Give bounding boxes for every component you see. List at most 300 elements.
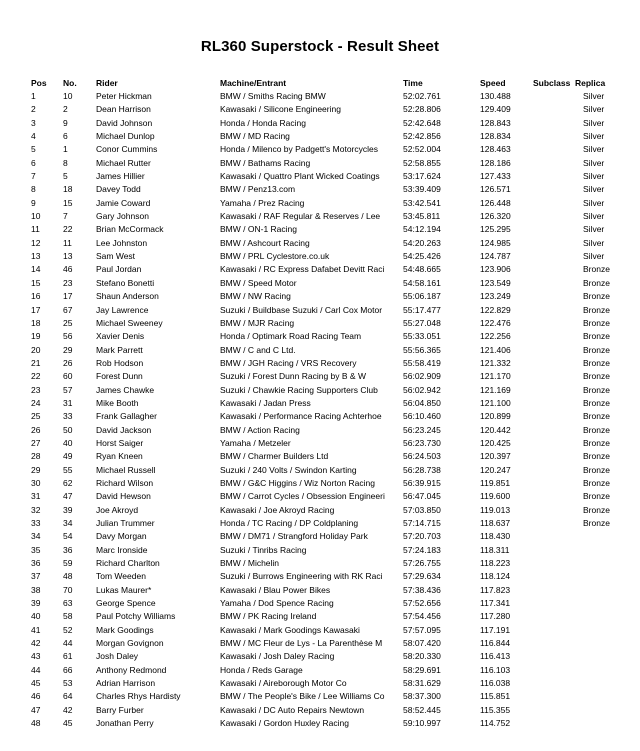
cell-pos: 16 bbox=[31, 291, 41, 302]
table-row bbox=[31, 530, 625, 543]
cell-speed: 125.295 bbox=[480, 224, 511, 235]
cell-pos: 37 bbox=[31, 571, 41, 582]
cell-no: 47 bbox=[63, 491, 73, 502]
cell-replica: Bronze bbox=[583, 397, 610, 408]
table-row bbox=[31, 556, 625, 569]
cell-speed: 116.413 bbox=[480, 651, 511, 662]
cell-no: 2 bbox=[63, 104, 68, 115]
cell-pos: 33 bbox=[31, 518, 41, 529]
cell-pos: 1 bbox=[31, 91, 36, 102]
table-row bbox=[31, 690, 625, 703]
cell-time: 56:47.045 bbox=[403, 491, 441, 502]
cell-rider: Davy Morgan bbox=[96, 531, 147, 542]
cell-replica bbox=[575, 556, 625, 569]
cell-replica bbox=[575, 717, 625, 730]
cell-no: 17 bbox=[63, 291, 73, 302]
cell-time: 59:10.997 bbox=[403, 718, 441, 729]
cell-machine: BMW / Charmer Builders Ltd bbox=[220, 451, 329, 462]
cell-speed: 121.170 bbox=[480, 371, 511, 382]
cell-replica bbox=[575, 703, 625, 716]
table-row bbox=[31, 703, 625, 716]
cell-machine: BMW / Action Racing bbox=[220, 424, 300, 435]
cell-time: 55:17.477 bbox=[403, 304, 441, 315]
cell-speed: 124.787 bbox=[480, 251, 511, 262]
cell-rider: Joe Akroyd bbox=[96, 504, 139, 515]
cell-rider: Conor Cummins bbox=[96, 144, 158, 155]
cell-no: 11 bbox=[63, 237, 72, 248]
cell-no: 70 bbox=[63, 584, 73, 595]
cell-no: 61 bbox=[63, 651, 73, 662]
cell-replica: Silver bbox=[583, 251, 605, 262]
table-row bbox=[31, 596, 625, 609]
cell-time: 58:07.420 bbox=[403, 638, 441, 649]
cell-time: 56:02.909 bbox=[403, 371, 441, 382]
cell-speed: 121.332 bbox=[480, 357, 511, 368]
cell-subclass bbox=[533, 623, 575, 636]
col-header-replica: Replica bbox=[575, 77, 606, 88]
cell-pos: 19 bbox=[31, 331, 41, 342]
table-row bbox=[31, 516, 625, 529]
cell-rider: Mark Parrett bbox=[96, 344, 143, 355]
cell-pos: 45 bbox=[31, 678, 41, 689]
cell-no: 66 bbox=[63, 664, 73, 675]
cell-subclass bbox=[533, 543, 575, 556]
cell-machine: Kawasaki / Josh Daley Racing bbox=[220, 651, 335, 662]
cell-replica: Bronze bbox=[583, 304, 610, 315]
cell-speed: 119.013 bbox=[480, 504, 511, 515]
cell-no: 13 bbox=[63, 251, 73, 262]
cell-replica: Bronze bbox=[583, 518, 610, 529]
cell-replica: Silver bbox=[583, 157, 605, 168]
cell-replica: Silver bbox=[583, 211, 605, 222]
cell-subclass bbox=[533, 663, 575, 676]
cell-subclass bbox=[533, 463, 575, 476]
table-row bbox=[31, 476, 625, 489]
cell-replica: Bronze bbox=[583, 464, 610, 475]
cell-machine: Suzuki / Burrows Engineering with RK Raci bbox=[220, 571, 383, 582]
cell-pos: 42 bbox=[31, 638, 41, 649]
cell-no: 22 bbox=[63, 224, 73, 235]
cell-subclass bbox=[533, 503, 575, 516]
cell-rider: Michael Russell bbox=[96, 464, 156, 475]
cell-no: 1 bbox=[63, 144, 68, 155]
table-row bbox=[31, 249, 625, 262]
cell-subclass bbox=[533, 143, 575, 156]
cell-replica: Silver bbox=[583, 104, 605, 115]
cell-rider: Richard Wilson bbox=[96, 477, 154, 488]
cell-machine: BMW / Bathams Racing bbox=[220, 157, 311, 168]
cell-no: 52 bbox=[63, 624, 73, 635]
result-table bbox=[31, 76, 625, 730]
cell-speed: 126.320 bbox=[480, 211, 511, 222]
cell-machine: BMW / The People's Bike / Lee Williams Co bbox=[220, 691, 385, 702]
col-header-pos: Pos bbox=[31, 77, 47, 88]
cell-speed: 128.834 bbox=[480, 131, 511, 142]
cell-no: 40 bbox=[63, 437, 73, 448]
cell-rider: Rob Hodson bbox=[96, 357, 144, 368]
cell-speed: 127.433 bbox=[480, 171, 511, 182]
cell-rider: Barry Furber bbox=[96, 704, 144, 715]
cell-rider: Shaun Anderson bbox=[96, 291, 159, 302]
cell-pos: 15 bbox=[31, 277, 41, 288]
cell-pos: 23 bbox=[31, 384, 41, 395]
cell-replica: Bronze bbox=[583, 491, 610, 502]
cell-replica bbox=[575, 543, 625, 556]
cell-replica bbox=[575, 650, 625, 663]
cell-time: 52:28.806 bbox=[403, 104, 441, 115]
cell-no: 10 bbox=[63, 91, 73, 102]
cell-rider: James Hillier bbox=[96, 171, 145, 182]
cell-time: 52:42.856 bbox=[403, 131, 441, 142]
cell-no: 36 bbox=[63, 544, 73, 555]
cell-subclass bbox=[533, 196, 575, 209]
cell-rider: Michael Dunlop bbox=[96, 131, 155, 142]
cell-rider: Marc Ironside bbox=[96, 544, 148, 555]
cell-time: 57:03.850 bbox=[403, 504, 441, 515]
cell-no: 59 bbox=[63, 558, 73, 569]
cell-subclass bbox=[533, 516, 575, 529]
cell-no: 31 bbox=[63, 397, 73, 408]
page-title: RL360 Superstock - Result Sheet bbox=[200, 38, 440, 55]
cell-no: 63 bbox=[63, 598, 73, 609]
cell-time: 55:27.048 bbox=[403, 317, 441, 328]
cell-speed: 116.038 bbox=[480, 678, 511, 689]
cell-speed: 115.355 bbox=[480, 704, 511, 715]
cell-rider: Jay Lawrence bbox=[96, 304, 149, 315]
cell-pos: 46 bbox=[31, 691, 41, 702]
cell-time: 58:31.629 bbox=[403, 678, 441, 689]
cell-subclass bbox=[533, 610, 575, 623]
cell-no: 44 bbox=[63, 638, 73, 649]
cell-replica bbox=[575, 583, 625, 596]
cell-machine: Yamaha / Dod Spence Racing bbox=[220, 598, 334, 609]
cell-machine: BMW / Speed Motor bbox=[220, 277, 297, 288]
cell-subclass bbox=[533, 209, 575, 222]
cell-replica: Silver bbox=[583, 117, 605, 128]
cell-rider: Lukas Maurer* bbox=[96, 584, 152, 595]
cell-pos: 44 bbox=[31, 664, 41, 675]
cell-speed: 118.637 bbox=[480, 518, 511, 529]
cell-pos: 31 bbox=[31, 491, 41, 502]
cell-speed: 128.463 bbox=[480, 144, 511, 155]
cell-machine: Suzuki / Tinribs Racing bbox=[220, 544, 307, 555]
table-row bbox=[31, 636, 625, 649]
cell-pos: 30 bbox=[31, 477, 41, 488]
cell-no: 39 bbox=[63, 504, 73, 515]
cell-time: 57:29.634 bbox=[403, 571, 441, 582]
cell-machine: Kawasaki / Silicone Engineering bbox=[220, 104, 341, 115]
cell-no: 23 bbox=[63, 277, 73, 288]
cell-time: 54:58.161 bbox=[403, 277, 441, 288]
table-row bbox=[31, 650, 625, 663]
cell-subclass bbox=[533, 249, 575, 262]
cell-no: 34 bbox=[63, 518, 73, 529]
cell-rider: Josh Daley bbox=[96, 651, 139, 662]
cell-pos: 7 bbox=[31, 171, 36, 182]
cell-speed: 118.311 bbox=[480, 544, 510, 555]
cell-speed: 128.843 bbox=[480, 117, 511, 128]
cell-no: 60 bbox=[63, 371, 73, 382]
table-row bbox=[31, 463, 625, 476]
cell-replica bbox=[575, 623, 625, 636]
cell-replica: Silver bbox=[583, 184, 605, 195]
cell-time: 58:29.691 bbox=[403, 664, 441, 675]
cell-rider: Michael Sweeney bbox=[96, 317, 163, 328]
cell-subclass bbox=[533, 129, 575, 142]
cell-rider: Michael Rutter bbox=[96, 157, 151, 168]
cell-speed: 114.752 bbox=[480, 718, 511, 729]
table-row bbox=[31, 89, 625, 102]
cell-pos: 17 bbox=[31, 304, 41, 315]
cell-time: 58:20.330 bbox=[403, 651, 441, 662]
cell-subclass bbox=[533, 156, 575, 169]
cell-pos: 34 bbox=[31, 531, 41, 542]
cell-rider: Frank Gallagher bbox=[96, 411, 157, 422]
cell-pos: 32 bbox=[31, 504, 41, 515]
cell-time: 57:57.095 bbox=[403, 624, 441, 635]
col-header-subclass: Subclass bbox=[533, 77, 571, 88]
cell-machine: BMW / C and C Ltd. bbox=[220, 344, 296, 355]
cell-replica: Bronze bbox=[583, 277, 610, 288]
cell-subclass bbox=[533, 410, 575, 423]
cell-subclass bbox=[533, 570, 575, 583]
cell-subclass bbox=[533, 103, 575, 116]
table-row bbox=[31, 103, 625, 116]
table-row bbox=[31, 396, 625, 409]
cell-machine: BMW / Smiths Racing BMW bbox=[220, 91, 326, 102]
cell-replica: Bronze bbox=[583, 411, 610, 422]
cell-machine: BMW / Michelin bbox=[220, 558, 280, 569]
cell-speed: 116.844 bbox=[480, 638, 511, 649]
cell-machine: BMW / MD Racing bbox=[220, 131, 290, 142]
table-row bbox=[31, 623, 625, 636]
table-row bbox=[31, 276, 625, 289]
cell-rider: Mike Booth bbox=[96, 397, 139, 408]
cell-time: 58:37.300 bbox=[403, 691, 441, 702]
cell-pos: 2 bbox=[31, 104, 36, 115]
cell-subclass bbox=[533, 676, 575, 689]
cell-subclass bbox=[533, 223, 575, 236]
cell-machine: Honda / Milenco by Padgett's Motorcycles bbox=[220, 144, 379, 155]
table-row bbox=[31, 570, 625, 583]
cell-subclass bbox=[533, 476, 575, 489]
cell-no: 45 bbox=[63, 718, 73, 729]
table-row bbox=[31, 450, 625, 463]
cell-no: 7 bbox=[63, 211, 68, 222]
cell-rider: Peter Hickman bbox=[96, 91, 152, 102]
table-row bbox=[31, 503, 625, 516]
cell-rider: Davey Todd bbox=[96, 184, 141, 195]
cell-time: 55:06.187 bbox=[403, 291, 441, 302]
col-header-time: Time bbox=[403, 77, 423, 88]
cell-machine: Kawasaki / RC Express Dafabet Devitt Raci bbox=[220, 264, 385, 275]
cell-pos: 35 bbox=[31, 544, 41, 555]
cell-subclass bbox=[533, 423, 575, 436]
cell-time: 58:52.445 bbox=[403, 704, 441, 715]
cell-subclass bbox=[533, 530, 575, 543]
cell-machine: BMW / ON-1 Racing bbox=[220, 224, 297, 235]
cell-pos: 20 bbox=[31, 344, 41, 355]
cell-subclass bbox=[533, 583, 575, 596]
cell-subclass bbox=[533, 169, 575, 182]
cell-speed: 118.223 bbox=[480, 558, 511, 569]
cell-machine: BMW / MJR Racing bbox=[220, 317, 295, 328]
cell-subclass bbox=[533, 89, 575, 102]
cell-replica bbox=[575, 570, 625, 583]
cell-machine: Honda / Optimark Road Racing Team bbox=[220, 331, 362, 342]
cell-replica: Silver bbox=[583, 237, 605, 248]
table-row bbox=[31, 116, 625, 129]
table-row bbox=[31, 316, 625, 329]
cell-time: 53:39.409 bbox=[403, 184, 441, 195]
table-row bbox=[31, 183, 625, 196]
cell-time: 56:28.738 bbox=[403, 464, 441, 475]
cell-machine: Suzuki / 240 Volts / Swindon Karting bbox=[220, 464, 357, 475]
cell-pos: 3 bbox=[31, 117, 36, 128]
cell-speed: 121.406 bbox=[480, 344, 511, 355]
cell-time: 55:58.419 bbox=[403, 357, 441, 368]
cell-speed: 120.247 bbox=[480, 464, 511, 475]
cell-pos: 22 bbox=[31, 371, 41, 382]
cell-speed: 119.600 bbox=[480, 491, 511, 502]
cell-speed: 126.448 bbox=[480, 197, 511, 208]
cell-subclass bbox=[533, 343, 575, 356]
cell-speed: 118.124 bbox=[480, 571, 511, 582]
cell-no: 50 bbox=[63, 424, 73, 435]
table-row bbox=[31, 263, 625, 276]
cell-subclass bbox=[533, 183, 575, 196]
cell-no: 64 bbox=[63, 691, 73, 702]
cell-replica: Bronze bbox=[583, 384, 610, 395]
cell-replica: Bronze bbox=[583, 291, 610, 302]
cell-machine: Honda / Honda Racing bbox=[220, 117, 307, 128]
cell-rider: Paul Jordan bbox=[96, 264, 142, 275]
cell-time: 52:52.004 bbox=[403, 144, 441, 155]
cell-time: 56:10.460 bbox=[403, 411, 441, 422]
table-row bbox=[31, 343, 625, 356]
cell-pos: 6 bbox=[31, 157, 36, 168]
cell-time: 57:38.436 bbox=[403, 584, 441, 595]
cell-time: 56:23.245 bbox=[403, 424, 441, 435]
cell-pos: 10 bbox=[31, 211, 41, 222]
table-row bbox=[31, 196, 625, 209]
cell-pos: 48 bbox=[31, 718, 41, 729]
cell-speed: 120.397 bbox=[480, 451, 511, 462]
table-row bbox=[31, 610, 625, 623]
cell-machine: BMW / Penz13.com bbox=[220, 184, 296, 195]
cell-machine: BMW / Carrot Cycles / Obsession Engineeri bbox=[220, 491, 385, 502]
cell-rider: Xavier Denis bbox=[96, 331, 145, 342]
table-row bbox=[31, 583, 625, 596]
cell-machine: Kawasaki / RAF Regular & Reserves / Lee bbox=[220, 211, 381, 222]
cell-time: 53:42.541 bbox=[403, 197, 441, 208]
cell-speed: 116.103 bbox=[480, 664, 511, 675]
cell-speed: 120.425 bbox=[480, 437, 511, 448]
cell-speed: 117.341 bbox=[480, 598, 511, 609]
cell-subclass bbox=[533, 690, 575, 703]
cell-pos: 18 bbox=[31, 317, 41, 328]
cell-machine: Kawasaki / DC Auto Repairs Newtown bbox=[220, 704, 365, 715]
table-row bbox=[31, 330, 625, 343]
cell-time: 53:17.624 bbox=[403, 171, 441, 182]
cell-machine: Kawasaki / Jadan Press bbox=[220, 397, 311, 408]
table-row bbox=[31, 129, 625, 142]
cell-rider: Morgan Govignon bbox=[96, 638, 164, 649]
cell-time: 56:24.503 bbox=[403, 451, 441, 462]
cell-machine: Honda / Reds Garage bbox=[220, 664, 303, 675]
cell-time: 54:25.426 bbox=[403, 251, 441, 262]
cell-pos: 38 bbox=[31, 584, 41, 595]
cell-replica: Silver bbox=[583, 131, 605, 142]
cell-no: 15 bbox=[63, 197, 73, 208]
cell-machine: BMW / NW Racing bbox=[220, 291, 291, 302]
cell-machine: Suzuki / Chawkie Racing Supporters Club bbox=[220, 384, 378, 395]
cell-machine: BMW / G&C Higgins / Wiz Norton Racing bbox=[220, 477, 375, 488]
cell-pos: 43 bbox=[31, 651, 41, 662]
cell-rider: Jonathan Perry bbox=[96, 718, 154, 729]
cell-no: 48 bbox=[63, 571, 73, 582]
table-row bbox=[31, 676, 625, 689]
table-row bbox=[31, 156, 625, 169]
cell-speed: 118.430 bbox=[480, 531, 511, 542]
cell-no: 67 bbox=[63, 304, 73, 315]
cell-machine: Kawasaki / Blau Power Bikes bbox=[220, 584, 331, 595]
cell-machine: BMW / PRL Cyclestore.co.uk bbox=[220, 251, 330, 262]
cell-rider: Lee Johnston bbox=[96, 237, 148, 248]
cell-replica: Silver bbox=[583, 144, 605, 155]
cell-pos: 27 bbox=[31, 437, 41, 448]
cell-replica bbox=[575, 596, 625, 609]
cell-rider: Paul Potchy Williams bbox=[96, 611, 176, 622]
cell-subclass bbox=[533, 650, 575, 663]
cell-speed: 123.249 bbox=[480, 291, 511, 302]
cell-time: 57:24.183 bbox=[403, 544, 441, 555]
cell-replica: Bronze bbox=[583, 264, 610, 275]
cell-subclass bbox=[533, 330, 575, 343]
col-header-speed: Speed bbox=[480, 77, 506, 88]
cell-machine: Kawasaki / Joe Akroyd Racing bbox=[220, 504, 335, 515]
cell-subclass bbox=[533, 636, 575, 649]
cell-time: 52:58.855 bbox=[403, 157, 441, 168]
cell-subclass bbox=[533, 116, 575, 129]
cell-rider: David Jackson bbox=[96, 424, 152, 435]
cell-pos: 4 bbox=[31, 131, 36, 142]
cell-time: 57:54.456 bbox=[403, 611, 441, 622]
cell-subclass bbox=[533, 450, 575, 463]
cell-machine: Suzuki / Buildbase Suzuki / Carl Cox Motor bbox=[220, 304, 383, 315]
cell-machine: Kawasaki / Aireborough Motor Co bbox=[220, 678, 347, 689]
cell-machine: Honda / TC Racing / DP Coldplaning bbox=[220, 518, 359, 529]
table-row bbox=[31, 490, 625, 503]
table-row bbox=[31, 370, 625, 383]
cell-pos: 40 bbox=[31, 611, 41, 622]
table-row bbox=[31, 143, 625, 156]
cell-speed: 121.169 bbox=[480, 384, 511, 395]
cell-rider: David Johnson bbox=[96, 117, 153, 128]
cell-speed: 130.488 bbox=[480, 91, 511, 102]
cell-rider: Sam West bbox=[96, 251, 136, 262]
cell-replica: Silver bbox=[583, 171, 605, 182]
cell-time: 55:56.365 bbox=[403, 344, 441, 355]
cell-pos: 13 bbox=[31, 251, 41, 262]
cell-rider: Mark Goodings bbox=[96, 624, 154, 635]
cell-pos: 29 bbox=[31, 464, 41, 475]
cell-pos: 21 bbox=[31, 357, 41, 368]
cell-time: 52:02.761 bbox=[403, 91, 441, 102]
cell-no: 53 bbox=[63, 678, 73, 689]
cell-subclass bbox=[533, 490, 575, 503]
cell-pos: 25 bbox=[31, 411, 41, 422]
